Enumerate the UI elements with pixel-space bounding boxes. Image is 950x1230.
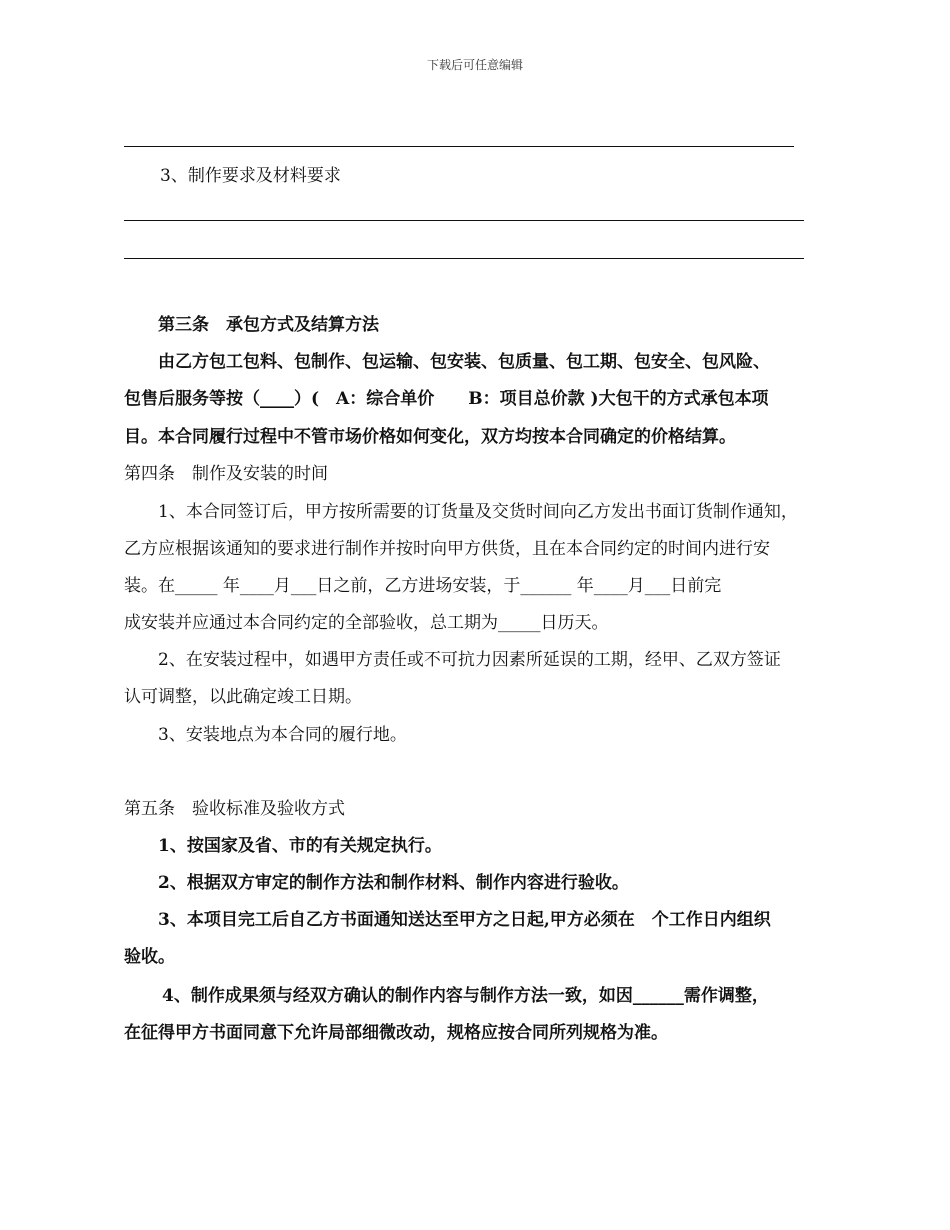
fill-in-line-2 [124, 220, 804, 221]
article-3-line-1: 由乙方包工包料、包制作、包运输、包安装、包质量、包工期、包安全、包风险、 [158, 352, 770, 372]
page-header: 下载后可任意编辑 [426, 58, 523, 72]
article-4-line-6: 认可调整，以此确定竣工日期。 [124, 687, 362, 707]
article-3-line-3: 目。本合同履行过程中不管市场价格如何变化，双方均按本合同确定的价格结算。 [124, 427, 736, 447]
article-5-line-6: 在征得甲方书面同意下允许局部细微改动，规格应按合同所列规格为准。 [124, 1023, 668, 1043]
article-5-line-3: 3、本项目完工后自乙方书面通知送达至甲方之日起,甲方必须在 个工作日内组织 [158, 910, 771, 930]
article-3-title: 第三条 承包方式及结算方法 [158, 315, 379, 335]
article-5-line-5: 4、制作成果须与经双方确认的制作内容与制作方法一致，如因______需作调整， [162, 986, 769, 1006]
article-4-title: 第四条 制作及安装的时间 [124, 464, 328, 484]
article-3-line-2: 包售后服务等按（____）( A：综合单价 B：项目总价款 )大包干的方式承包本项 [124, 389, 769, 409]
article-4-line-3: 装。在_____ 年____月___日之前，乙方进场安装，于______ 年____月___日前完 [124, 576, 722, 596]
fill-in-line-1 [124, 146, 794, 147]
article-5-line-2: 2、根据双方审定的制作方法和制作材料、制作内容进行验收。 [158, 873, 629, 893]
section-3-item-3-title: 3、制作要求及材料要求 [160, 166, 341, 186]
fill-in-line-3 [124, 258, 804, 259]
article-4-line-4: 成安装并应通过本合同约定的全部验收，总工期为_____日历天。 [124, 613, 609, 633]
article-5-line-4: 验收。 [124, 947, 175, 967]
article-4-line-7: 3、安装地点为本合同的履行地。 [158, 725, 407, 745]
article-4-line-1: 1、本合同签订后，甲方按所需要的订货量及交货时间向乙方发出书面订货制作通知， [158, 502, 798, 522]
article-5-title: 第五条 验收标准及验收方式 [124, 799, 345, 819]
article-4-line-2: 乙方应根据该通知的要求进行制作并按时向甲方供货，且在本合同约定的时间内进行安 [124, 539, 770, 559]
article-4-line-5: 2、在安装过程中，如遇甲方责任或不可抗力因素所延误的工期，经甲、乙双方签证 [158, 650, 781, 670]
article-5-line-1: 1、按国家及省、市的有关规定执行。 [158, 836, 442, 856]
